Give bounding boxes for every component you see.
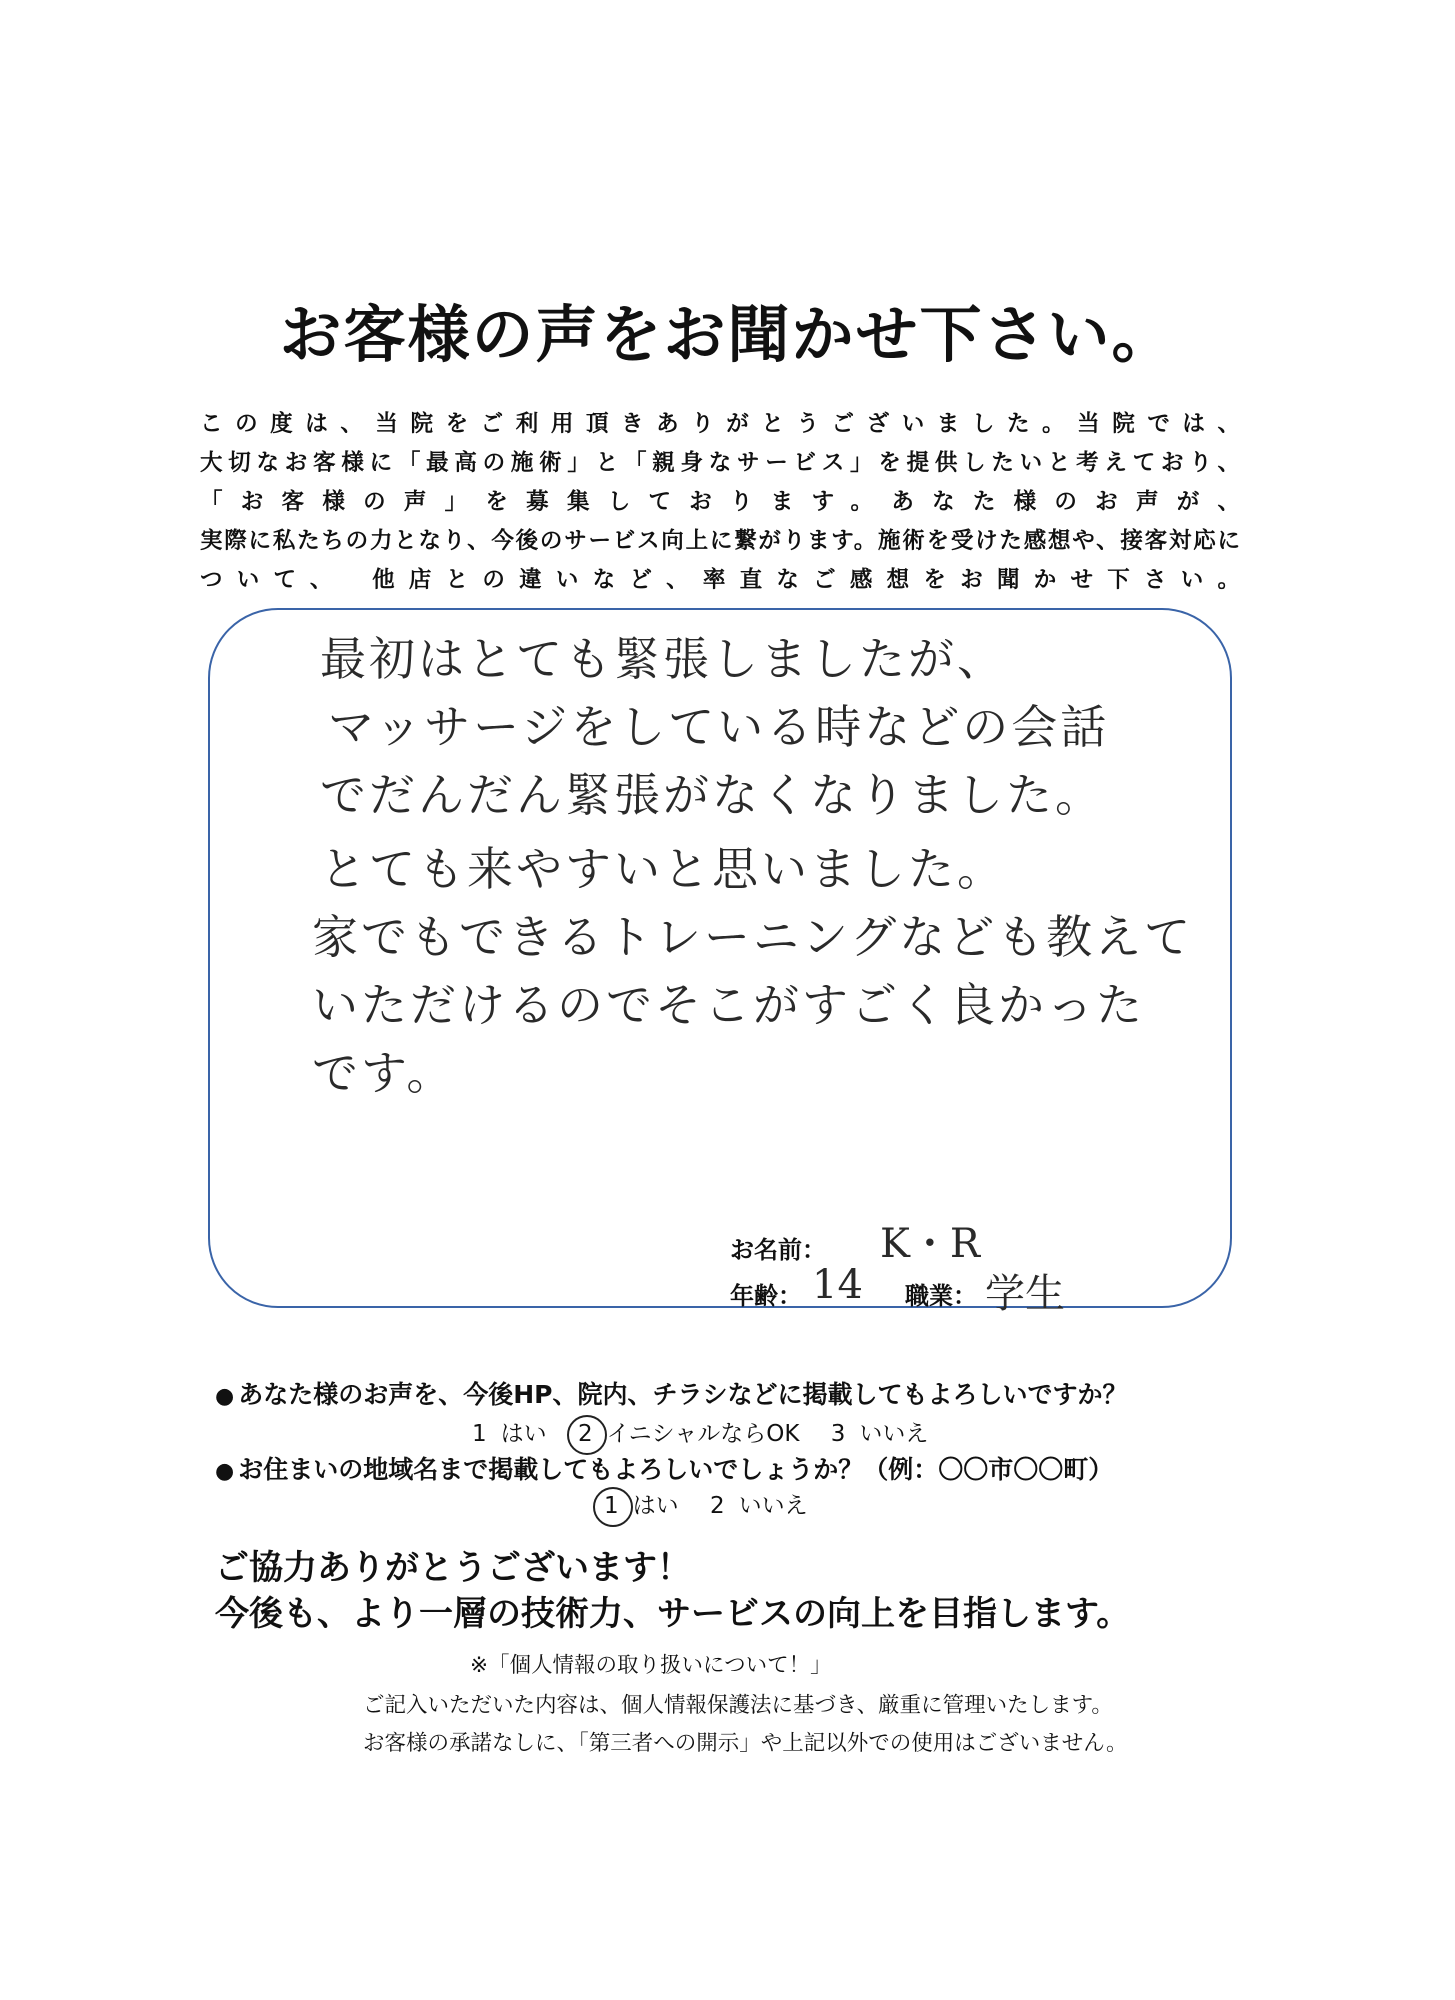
option-number: 1 xyxy=(472,1421,487,1447)
option-label: はい xyxy=(500,1421,547,1447)
option-label: はい xyxy=(632,1493,679,1519)
intro-line: この度は、当院をご利用頂きありがとうございました。当院では、 xyxy=(200,411,1240,437)
thanks-line: 今後も、より一層の技術力、サービスの向上を目指します。 xyxy=(215,1594,1131,1634)
comment-line: とても来やすいと思いました。 xyxy=(320,842,1006,896)
option-number: 2 xyxy=(577,1421,593,1447)
question-publish xyxy=(215,1375,1127,1411)
option-yes[interactable] xyxy=(472,1415,547,1448)
age-value: 14 xyxy=(812,1262,863,1308)
intro-line: 「お客様の声」を募集しております。あなた様のお声が、 xyxy=(200,489,1240,515)
thanks-line: ご協力ありがとうございます！ xyxy=(215,1548,691,1588)
option-label: いいえ xyxy=(738,1493,808,1519)
privacy-heading: ※「個人情報の取り扱いについて！」 xyxy=(470,1653,832,1678)
privacy-line: お客様の承諾なしに、「第三者への開示」や上記以外での使用はございません。 xyxy=(363,1731,1128,1756)
intro-paragraph xyxy=(200,405,1240,600)
option-yes[interactable] xyxy=(604,1487,679,1520)
intro-line: ついて、 他店との違いなど、率直なご感想をお聞かせ下さい。 xyxy=(200,567,1240,593)
option-number: 3 xyxy=(830,1421,846,1447)
comment-line: いただけるのでそこがすごく良かった xyxy=(312,978,1145,1032)
privacy-line: ご記入いただいた内容は、個人情報保護法に基づき、厳重に管理いたします。 xyxy=(363,1693,1113,1718)
question-text: お住まいの地域名まで掲載してもよろしいでしょうか？（例：〇〇市〇〇町） xyxy=(238,1455,1114,1484)
option-number: 1 xyxy=(604,1493,619,1519)
option-label: イニシャルならOK xyxy=(606,1421,800,1447)
intro-line: 実際に私たちの力となり、今後のサービス向上に繋がります。施術を受けた感想や、接客対応に xyxy=(200,528,1240,554)
job-label: 職業： xyxy=(905,1282,977,1310)
option-label: いいえ xyxy=(859,1421,929,1447)
question-area xyxy=(215,1450,1113,1486)
comment-line: マッサージをしている時などの会話 xyxy=(328,700,1110,754)
publish-options xyxy=(472,1415,952,1448)
comment-line: でだんだん緊張がなくなりました。 xyxy=(320,768,1104,822)
option-number: 2 xyxy=(709,1493,725,1519)
intro-line: 大切なお客様に「最高の施術」と「親身なサービス」を提供したいと考えており、 xyxy=(200,450,1240,476)
option-initials-ok[interactable] xyxy=(578,1415,799,1448)
handwritten-comment xyxy=(312,625,1200,1107)
bullet-icon: ● xyxy=(215,1459,235,1484)
comment-line: 家でもできるトレーニングなども教えて xyxy=(312,910,1194,964)
comment-line: です。 xyxy=(312,1046,456,1100)
area-options xyxy=(604,1487,832,1520)
age-label: 年齢： xyxy=(730,1282,802,1310)
bullet-icon: ● xyxy=(215,1384,235,1409)
name-label: お名前： xyxy=(730,1236,826,1264)
thanks-message xyxy=(215,1545,1130,1637)
option-no[interactable] xyxy=(831,1415,929,1448)
name-value: K・R xyxy=(880,1221,980,1267)
page-title: お客様の声をお聞かせ下さい。 xyxy=(279,298,1176,371)
option-no[interactable] xyxy=(710,1487,808,1520)
question-text: あなた様のお声を、今後HP、院内、チラシなどに掲載してもよろしいですか？ xyxy=(238,1380,1128,1409)
comment-line: 最初はとても緊張しましたが、 xyxy=(320,632,1006,686)
job-value: 学生 xyxy=(985,1271,1065,1317)
